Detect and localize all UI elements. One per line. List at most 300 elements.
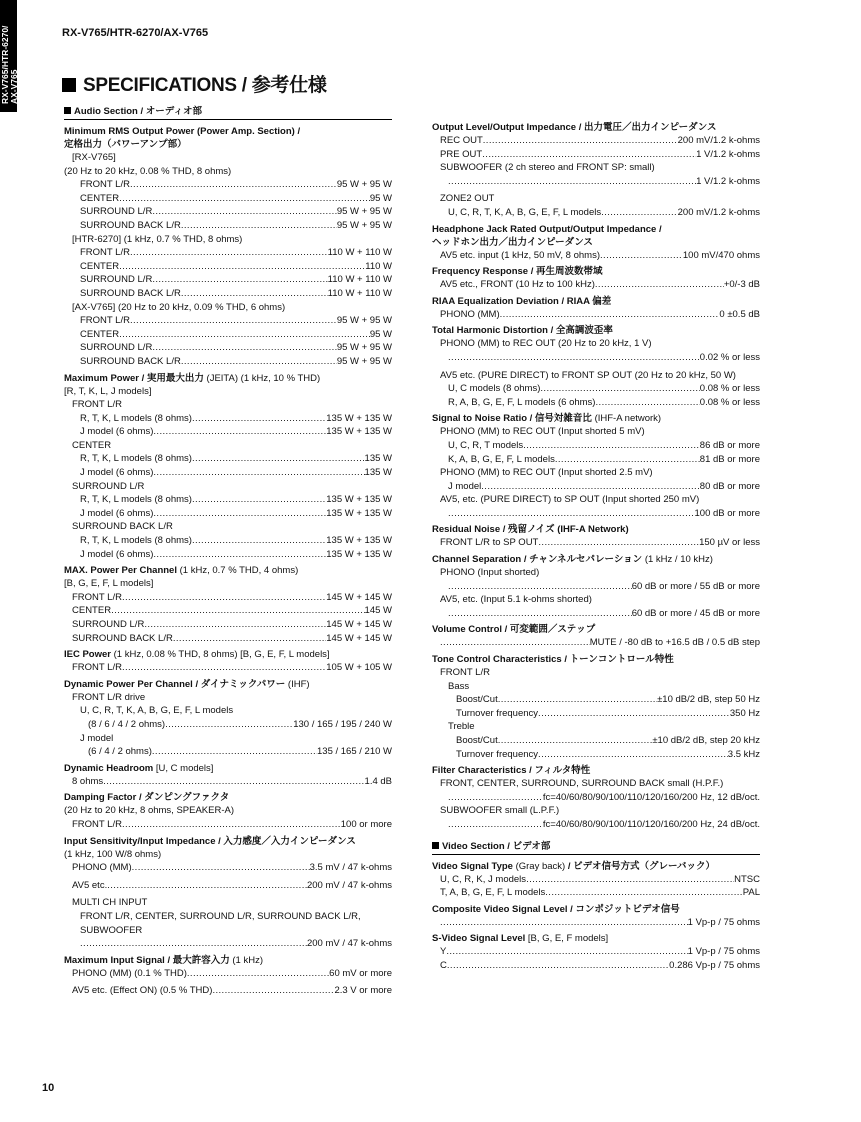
spec-item-value: 130 / 165 / 195 / 240 W bbox=[293, 718, 392, 730]
spec-item-value: 200 mV/1.2 k-ohms bbox=[677, 135, 760, 146]
spec-title bbox=[432, 653, 760, 666]
spec-title bbox=[432, 412, 760, 425]
spec-value-row bbox=[432, 480, 760, 494]
spec-text-line: SUBWOOFER bbox=[80, 924, 143, 936]
spec-item-label: FRONT L/R bbox=[80, 315, 130, 327]
spec-item-label: U, C models (8 ohms) bbox=[448, 383, 541, 395]
spec-item-value: 1 V/1.2 k-ohms bbox=[696, 175, 760, 187]
spec-item-value: 95 W + 95 W bbox=[336, 342, 392, 354]
spec-item-value: 80 dB or more bbox=[699, 480, 760, 492]
spec-item-label: SURROUND L/R bbox=[80, 206, 153, 218]
spec-item-label: U, C, R, T, K, A, B, G, E, F, L models bbox=[448, 206, 602, 218]
spec-text-line: Bass bbox=[448, 680, 470, 692]
spec-item-label: J model (6 ohms) bbox=[80, 426, 154, 438]
dot-leader bbox=[192, 493, 326, 507]
dot-leader bbox=[538, 536, 699, 550]
spec-item-value: 135 W + 135 W bbox=[326, 548, 392, 560]
spec-item-value: 95 W bbox=[369, 192, 392, 204]
spec-item-value: PAL bbox=[742, 887, 760, 899]
spec-item-value: 95 W + 95 W bbox=[336, 219, 392, 231]
dot-leader bbox=[448, 607, 632, 621]
spec-item-value: 0.08 % or less bbox=[699, 396, 760, 408]
spec-text-line: J model bbox=[80, 732, 114, 744]
spec-text-line: FRONT L/R bbox=[72, 399, 122, 411]
dot-leader bbox=[153, 425, 326, 439]
spec-item-value: 145 W bbox=[364, 605, 392, 617]
spec-item-value: 60 dB or more / 55 dB or more bbox=[631, 580, 760, 592]
spec-item-value: 81 dB or more bbox=[699, 453, 760, 465]
spec-value-row bbox=[432, 959, 760, 973]
spec-value-row bbox=[64, 604, 392, 618]
dot-leader bbox=[107, 879, 307, 893]
spec-title-main: Signal to Noise Ratio / 信号対雑音比 bbox=[432, 413, 592, 425]
spec-item-value: 1 V/1.2 k-ohms bbox=[696, 148, 760, 160]
spec-title-japanese: / ビデオ信号方式（グレーバック） bbox=[565, 860, 715, 872]
spec-block bbox=[432, 223, 760, 263]
spec-title bbox=[64, 835, 392, 848]
right-spec-list bbox=[432, 121, 760, 832]
spec-item-value: 350 Hz bbox=[729, 707, 760, 719]
dot-leader bbox=[440, 916, 688, 930]
spec-item-label: R, T, K, L models (8 ohms) bbox=[80, 535, 192, 547]
spec-title-main: Damping Factor / ダンピングファクタ bbox=[64, 792, 230, 804]
dot-leader bbox=[152, 745, 317, 759]
spec-block bbox=[432, 412, 760, 520]
spec-title bbox=[432, 623, 760, 636]
spec-item-label: AV5 etc. (Effect ON) (0.5 % THD) bbox=[72, 985, 213, 997]
spec-value-row bbox=[64, 192, 392, 206]
spec-item-value: 0.286 Vp-p / 75 ohms bbox=[669, 959, 760, 971]
spec-value-row bbox=[432, 439, 760, 453]
spec-title bbox=[64, 791, 392, 804]
spec-value-row bbox=[64, 341, 392, 355]
spec-value-row bbox=[64, 861, 392, 875]
spec-item-value: 135 W + 135 W bbox=[326, 507, 392, 519]
spec-value-row bbox=[432, 148, 760, 162]
spec-item-value: 100 mV/470 ohms bbox=[682, 249, 760, 261]
dot-leader bbox=[187, 967, 329, 981]
spec-text-line: FRONT, CENTER, SURROUND, SURROUND BACK small (H.P.F.) bbox=[440, 778, 724, 790]
spec-value-row bbox=[64, 534, 392, 548]
dot-leader bbox=[119, 328, 370, 342]
spec-title bbox=[432, 295, 760, 308]
spec-text-line: [HTR-6270] (1 kHz, 0.7 % THD, 8 ohms) bbox=[72, 233, 243, 245]
spec-block bbox=[432, 265, 760, 292]
spec-item-value: 100 or more bbox=[340, 818, 392, 830]
audio-section-heading bbox=[64, 105, 392, 120]
spec-item-value: 95 W + 95 W bbox=[336, 206, 392, 218]
spec-value-row bbox=[64, 273, 392, 287]
spec-value-row bbox=[64, 246, 392, 260]
spec-item-value: 95 W bbox=[369, 328, 392, 340]
spec-title-main: Dynamic Headroom bbox=[64, 762, 154, 774]
dot-leader bbox=[192, 452, 365, 466]
spec-item-value: 110 W + 110 W bbox=[327, 274, 392, 286]
spec-value-row bbox=[432, 351, 760, 365]
side-tab bbox=[0, 0, 17, 112]
section-square-icon bbox=[64, 107, 71, 114]
spec-item-label: PHONO (MM) bbox=[72, 862, 132, 874]
spec-value-row bbox=[432, 536, 760, 550]
spec-item-label: R, T, K, L models (8 ohms) bbox=[80, 453, 192, 465]
spec-block bbox=[64, 678, 392, 759]
right-column bbox=[432, 121, 760, 976]
spec-text-line: SUBWOOFER small (L.P.F.) bbox=[440, 805, 560, 817]
spec-item-label: FRONT L/R bbox=[72, 591, 122, 603]
spec-text-line: [RX-V765] bbox=[72, 152, 116, 163]
spec-item-label: J model (6 ohms) bbox=[80, 507, 154, 519]
dot-leader bbox=[595, 278, 724, 292]
spec-title-main: Residual Noise / 残留ノイズ (IHF-A Network) bbox=[432, 524, 629, 536]
spec-item-label: Y bbox=[440, 946, 447, 958]
spec-item-value: 0.02 % or less bbox=[699, 351, 760, 363]
dot-leader bbox=[545, 886, 742, 900]
spec-title-main: Input Sensitivity/Input Impedance / 入力感度／入力インピーダンス bbox=[64, 835, 356, 847]
spec-title-main: Headphone Jack Rated Output/Output Impedance / ヘッドホン出力／出力インピーダンス bbox=[432, 223, 662, 248]
spec-item-label: Turnover frequency bbox=[456, 707, 539, 719]
spec-title bbox=[432, 265, 760, 278]
spec-value-row bbox=[432, 249, 760, 263]
spec-title-condition: (1 kHz, 0.7 % THD, 4 ohms) bbox=[176, 565, 299, 577]
spec-item-value: 1 Vp-p / 75 ohms bbox=[687, 916, 760, 928]
spec-value-row bbox=[64, 412, 392, 426]
spec-value-row bbox=[432, 206, 760, 220]
spec-block bbox=[432, 121, 760, 220]
spec-title bbox=[64, 678, 392, 691]
dot-leader bbox=[523, 439, 700, 453]
spec-item-value: 145 W + 145 W bbox=[326, 632, 392, 644]
dot-leader bbox=[130, 246, 328, 260]
spec-title-condition: (JEITA) (1 kHz, 10 % THD) bbox=[203, 372, 321, 384]
spec-title bbox=[64, 954, 392, 967]
spec-text-line: AV5 etc. (PURE DIRECT) to FRONT SP OUT (20 Hz to 20 kHz, 50 W) bbox=[440, 369, 736, 381]
spec-item-label: 8 ohms bbox=[72, 775, 104, 787]
spec-item-label: CENTER bbox=[80, 260, 120, 272]
spec-value-row bbox=[432, 945, 760, 959]
spec-item-value: 135 W bbox=[364, 453, 392, 465]
spec-item-value: 0.08 % or less bbox=[699, 383, 760, 395]
spec-block bbox=[64, 954, 392, 998]
spec-item-label: SURROUND L/R bbox=[80, 342, 153, 354]
spec-item-label: AV5 etc. bbox=[72, 879, 108, 891]
dot-leader bbox=[448, 580, 632, 594]
spec-value-row bbox=[432, 507, 760, 521]
spec-title-main: RIAA Equalization Deviation / RIAA 偏差 bbox=[432, 295, 612, 307]
spec-value-row bbox=[64, 661, 392, 675]
spec-text-line: PHONO (MM) to REC OUT (Input shorted 5 mV) bbox=[440, 426, 645, 438]
dot-leader bbox=[498, 734, 653, 748]
spec-item-label: T, A, B, G, E, F, L models bbox=[440, 887, 546, 899]
dot-leader bbox=[481, 480, 700, 494]
dot-leader bbox=[446, 945, 687, 959]
dot-leader bbox=[448, 507, 695, 521]
spec-title-main: Output Level/Output Impedance / 出力電圧／出力インピーダンス bbox=[432, 122, 717, 133]
dot-leader bbox=[600, 249, 683, 263]
spec-item-label: R, A, B, G, E, F, L models (6 ohms) bbox=[448, 396, 596, 408]
spec-value-row bbox=[64, 355, 392, 369]
spec-item-value: 60 mV or more bbox=[329, 967, 392, 979]
dot-leader bbox=[440, 636, 590, 650]
spec-item-label: (6 / 4 / 2 ohms) bbox=[88, 746, 152, 758]
spec-item-value: +0/-3 dB bbox=[723, 279, 760, 291]
dot-leader bbox=[555, 453, 700, 467]
spec-title-main: Minimum RMS Output Power (Power Amp. Section) / 定格出力（パワーアンプ部） bbox=[64, 126, 301, 150]
spec-value-row bbox=[432, 791, 760, 805]
spec-value-row bbox=[432, 175, 760, 189]
dot-leader bbox=[498, 693, 657, 707]
dot-leader bbox=[482, 148, 696, 162]
spec-text-line: SURROUND BACK L/R bbox=[72, 521, 173, 533]
spec-value-row bbox=[64, 507, 392, 521]
spec-item-label: REC OUT bbox=[440, 135, 483, 146]
dot-leader bbox=[181, 219, 337, 233]
spec-text-line: ZONE2 OUT bbox=[440, 193, 495, 205]
spec-value-row bbox=[432, 308, 760, 322]
spec-block bbox=[432, 295, 760, 322]
spec-value-row bbox=[64, 466, 392, 480]
spec-value-row bbox=[64, 818, 392, 832]
spec-value-row bbox=[432, 818, 760, 832]
spec-title-main: Composite Video Signal Level / コンポジットビデオ信号 bbox=[432, 903, 680, 915]
spec-item-value: 135 / 165 / 210 W bbox=[317, 746, 392, 758]
spec-value-row bbox=[432, 607, 760, 621]
spec-value-row bbox=[64, 632, 392, 646]
spec-item-value: 3.5 mV / 47 k-ohms bbox=[309, 862, 392, 874]
spec-title-main: Dynamic Power Per Channel / ダイナミックパワー bbox=[64, 678, 286, 690]
spec-item-value: 145 W + 145 W bbox=[326, 619, 392, 630]
spec-item-label: FRONT L/R bbox=[80, 179, 130, 191]
spec-item-label: U, C, R, T models bbox=[448, 439, 524, 451]
spec-item-label: CENTER bbox=[80, 328, 120, 340]
spec-title-condition: (IHF) bbox=[285, 678, 310, 690]
spec-item-value: ±10 dB/2 dB, step 20 kHz bbox=[652, 735, 760, 746]
spec-item-label: U, C, R, K, J models bbox=[440, 873, 527, 885]
audio-section-title: Audio Section / オーディオ部 bbox=[74, 106, 203, 117]
spec-text-line: SURROUND L/R bbox=[72, 480, 145, 492]
spec-value-row bbox=[64, 775, 392, 789]
spec-value-row bbox=[432, 886, 760, 900]
spec-title bbox=[432, 903, 760, 916]
spec-item-value: 135 W bbox=[364, 467, 392, 479]
spec-title bbox=[64, 125, 392, 151]
spec-item-value: 86 dB or more bbox=[699, 439, 760, 451]
spec-block bbox=[432, 324, 760, 409]
spec-value-row bbox=[64, 328, 392, 342]
dot-leader bbox=[144, 618, 326, 632]
spec-value-row bbox=[64, 937, 392, 951]
dot-leader bbox=[153, 507, 326, 521]
spec-title bbox=[432, 553, 760, 566]
spec-block bbox=[432, 932, 760, 972]
spec-value-row bbox=[64, 314, 392, 328]
spec-value-row bbox=[432, 580, 760, 594]
dot-leader bbox=[132, 861, 310, 875]
spec-text-line: MULTI CH INPUT bbox=[72, 897, 148, 909]
spec-item-label: SURROUND BACK L/R bbox=[72, 632, 173, 644]
dot-leader bbox=[80, 937, 307, 951]
spec-text-line: SUBWOOFER (2 ch stereo and FRONT SP: small) bbox=[440, 162, 655, 174]
section-square-icon bbox=[432, 842, 439, 849]
spec-item-label: J model (6 ohms) bbox=[80, 467, 154, 479]
spec-item-label: FRONT L/R to SP OUT bbox=[440, 537, 539, 549]
dot-leader bbox=[540, 382, 699, 396]
dot-leader bbox=[103, 775, 364, 789]
spec-value-row bbox=[432, 278, 760, 292]
spec-item-value: ±10 dB/2 dB, step 50 Hz bbox=[657, 694, 760, 706]
spec-value-row bbox=[64, 967, 392, 981]
spec-item-label: K, A, B, G, E, F, L models bbox=[448, 453, 555, 465]
spec-value-row bbox=[64, 591, 392, 605]
spec-item-value: 150 µV or less bbox=[699, 537, 760, 549]
dot-leader bbox=[130, 314, 337, 328]
spec-item-value: 60 dB or more / 45 dB or more bbox=[631, 607, 760, 619]
spec-title-condition: (1 kHz) bbox=[229, 954, 263, 966]
video-section-title: Video Section / ビデオ部 bbox=[442, 840, 551, 852]
video-spec-list bbox=[432, 860, 760, 973]
spec-item-label: PHONO (MM) (0.1 % THD) bbox=[72, 967, 187, 979]
spec-item-label: Turnover frequency bbox=[456, 748, 539, 760]
spec-item-value: 100 dB or more bbox=[694, 507, 760, 519]
spec-block bbox=[64, 125, 392, 369]
spec-value-row bbox=[432, 873, 760, 887]
dot-leader bbox=[538, 707, 730, 721]
spec-title-main: IEC Power bbox=[64, 649, 111, 661]
spec-item-value: 200 mV / 47 k-ohms bbox=[306, 879, 392, 891]
spec-text-line: [AX-V765] (20 Hz to 20 kHz, 0.09 % THD, 6 ohms) bbox=[72, 301, 286, 313]
spec-title bbox=[64, 762, 392, 775]
spec-item-value: 135 W + 135 W bbox=[326, 494, 392, 506]
spec-text-line: AV5, etc. (PURE DIRECT) to SP OUT (Input shorted 250 mV) bbox=[440, 494, 700, 506]
spec-title-main: Total Harmonic Distortion / 全高調波歪率 bbox=[432, 325, 613, 337]
spec-item-label: SURROUND L/R bbox=[72, 619, 145, 630]
spec-item-label: PRE OUT bbox=[440, 148, 483, 160]
spec-item-value: 3.5 kHz bbox=[727, 748, 760, 760]
spec-text-line: PHONO (Input shorted) bbox=[440, 567, 540, 579]
spec-block bbox=[64, 791, 392, 831]
spec-value-row bbox=[64, 452, 392, 466]
spec-text-line: CENTER bbox=[72, 439, 112, 451]
dot-leader bbox=[153, 466, 364, 480]
spec-value-row bbox=[64, 205, 392, 219]
spec-item-value: 1 Vp-p / 75 ohms bbox=[687, 946, 760, 958]
spec-item-value: 95 W + 95 W bbox=[336, 179, 392, 191]
spec-text-line: [R, T, K, L, J models] bbox=[64, 385, 152, 397]
spec-title-condition: (1 kHz, 0.08 % THD, 8 ohms) [B, G, E, F, L models] bbox=[111, 649, 330, 661]
side-tab-label: RX-V765/HTR-6270/ AX-V765 bbox=[0, 25, 19, 104]
spec-item-label: AV5 etc. input (1 kHz, 50 mV, 8 ohms) bbox=[440, 249, 600, 261]
spec-item-label: J model bbox=[448, 480, 482, 492]
dot-leader bbox=[448, 351, 700, 365]
spec-item-label: CENTER bbox=[72, 605, 112, 617]
spec-value-row bbox=[64, 548, 392, 562]
spec-title-main: Filter Characteristics / フィルタ特性 bbox=[432, 765, 591, 777]
spec-value-row bbox=[432, 916, 760, 930]
spec-item-value: 145 W + 145 W bbox=[326, 591, 392, 603]
spec-value-row bbox=[432, 134, 760, 148]
spec-item-label: SURROUND BACK L/R bbox=[80, 219, 181, 231]
spec-block bbox=[64, 648, 392, 675]
spec-title-main: Video Signal Type bbox=[432, 860, 513, 872]
spec-text-line: FRONT L/R drive bbox=[72, 691, 146, 703]
spec-item-label: C bbox=[440, 959, 447, 971]
spec-item-value: 95 W + 95 W bbox=[336, 315, 392, 327]
spec-value-row bbox=[432, 636, 760, 650]
spec-item-value: 135 W + 135 W bbox=[326, 535, 392, 547]
spec-block bbox=[64, 564, 392, 645]
video-section-heading bbox=[432, 840, 760, 855]
dot-leader bbox=[448, 818, 543, 832]
spec-title-main: Tone Control Characteristics / トーンコントロール特性 bbox=[432, 654, 674, 666]
spec-item-value: 110 W + 110 W bbox=[327, 287, 392, 299]
spec-block bbox=[64, 835, 392, 951]
spec-value-row bbox=[64, 260, 392, 274]
dot-leader bbox=[122, 818, 341, 832]
spec-item-value: 200 mV / 47 k-ohms bbox=[306, 938, 392, 950]
page-title-text: SPECIFICATIONS / 参考仕様 bbox=[83, 75, 327, 96]
spec-value-row bbox=[64, 178, 392, 192]
spec-text-line: FRONT L/R, CENTER, SURROUND L/R, SURROUND BACK L/R, bbox=[80, 910, 361, 922]
dot-leader bbox=[152, 273, 327, 287]
spec-title bbox=[432, 223, 760, 249]
spec-title bbox=[432, 764, 760, 777]
spec-title-main: Frequency Response / 再生周波数帯域 bbox=[432, 266, 603, 278]
dot-leader bbox=[165, 718, 293, 732]
spec-item-value: fc=40/60/80/90/100/110/120/160/200 Hz, 24 dB/oct. bbox=[542, 818, 760, 830]
dot-leader bbox=[111, 604, 364, 618]
spec-item-value: 0 ±0.5 dB bbox=[719, 308, 760, 320]
page-header: RX-V765/HTR-6270/AX-V765 bbox=[62, 27, 209, 39]
spec-item-label: (8 / 6 / 4 / 2 ohms) bbox=[88, 718, 166, 730]
spec-value-row bbox=[432, 734, 760, 748]
spec-title-main: S-Video Signal Level bbox=[432, 933, 526, 945]
spec-title bbox=[64, 648, 392, 661]
spec-value-row bbox=[64, 493, 392, 507]
spec-value-row bbox=[432, 382, 760, 396]
dot-leader bbox=[212, 984, 334, 998]
page-title bbox=[62, 70, 327, 97]
spec-title-main: Volume Control / 可変範囲／ステップ bbox=[432, 624, 596, 636]
left-column bbox=[64, 105, 392, 1001]
spec-value-row bbox=[64, 287, 392, 301]
spec-value-row bbox=[432, 707, 760, 721]
dot-leader bbox=[130, 178, 337, 192]
spec-text-line: U, C, R, T, K, A, B, G, E, F, L models bbox=[80, 705, 234, 717]
spec-title bbox=[432, 860, 760, 873]
spec-item-value: 135 W + 135 W bbox=[326, 426, 392, 438]
title-square-icon bbox=[62, 78, 76, 92]
spec-title-condition: (Gray back) bbox=[512, 860, 566, 872]
left-spec-list bbox=[64, 125, 392, 998]
spec-item-value: fc=40/60/80/90/100/110/120/160/200 Hz, 12 dB/oct. bbox=[542, 791, 760, 803]
dot-leader bbox=[173, 632, 326, 646]
spec-item-value: 1.4 dB bbox=[364, 775, 392, 787]
dot-leader bbox=[192, 412, 326, 426]
spec-value-row bbox=[64, 219, 392, 233]
spec-title bbox=[432, 324, 760, 337]
spec-block bbox=[64, 762, 392, 789]
spec-title-main: Channel Separation / チャンネルセパレーション bbox=[432, 554, 643, 566]
dot-leader bbox=[526, 873, 734, 887]
dot-leader bbox=[119, 260, 365, 274]
spec-title-condition: (1 kHz / 10 kHz) bbox=[642, 554, 713, 566]
spec-item-label: J model (6 ohms) bbox=[80, 548, 154, 560]
spec-text-line: (20 Hz to 20 kHz, 8 ohms, SPEAKER-A) bbox=[64, 805, 235, 817]
spec-item-label: SURROUND BACK L/R bbox=[80, 287, 181, 299]
page-number: 10 bbox=[42, 1082, 55, 1094]
spec-text-line: FRONT L/R bbox=[440, 667, 490, 679]
spec-item-label: SURROUND L/R bbox=[80, 274, 153, 286]
spec-block bbox=[64, 372, 392, 562]
